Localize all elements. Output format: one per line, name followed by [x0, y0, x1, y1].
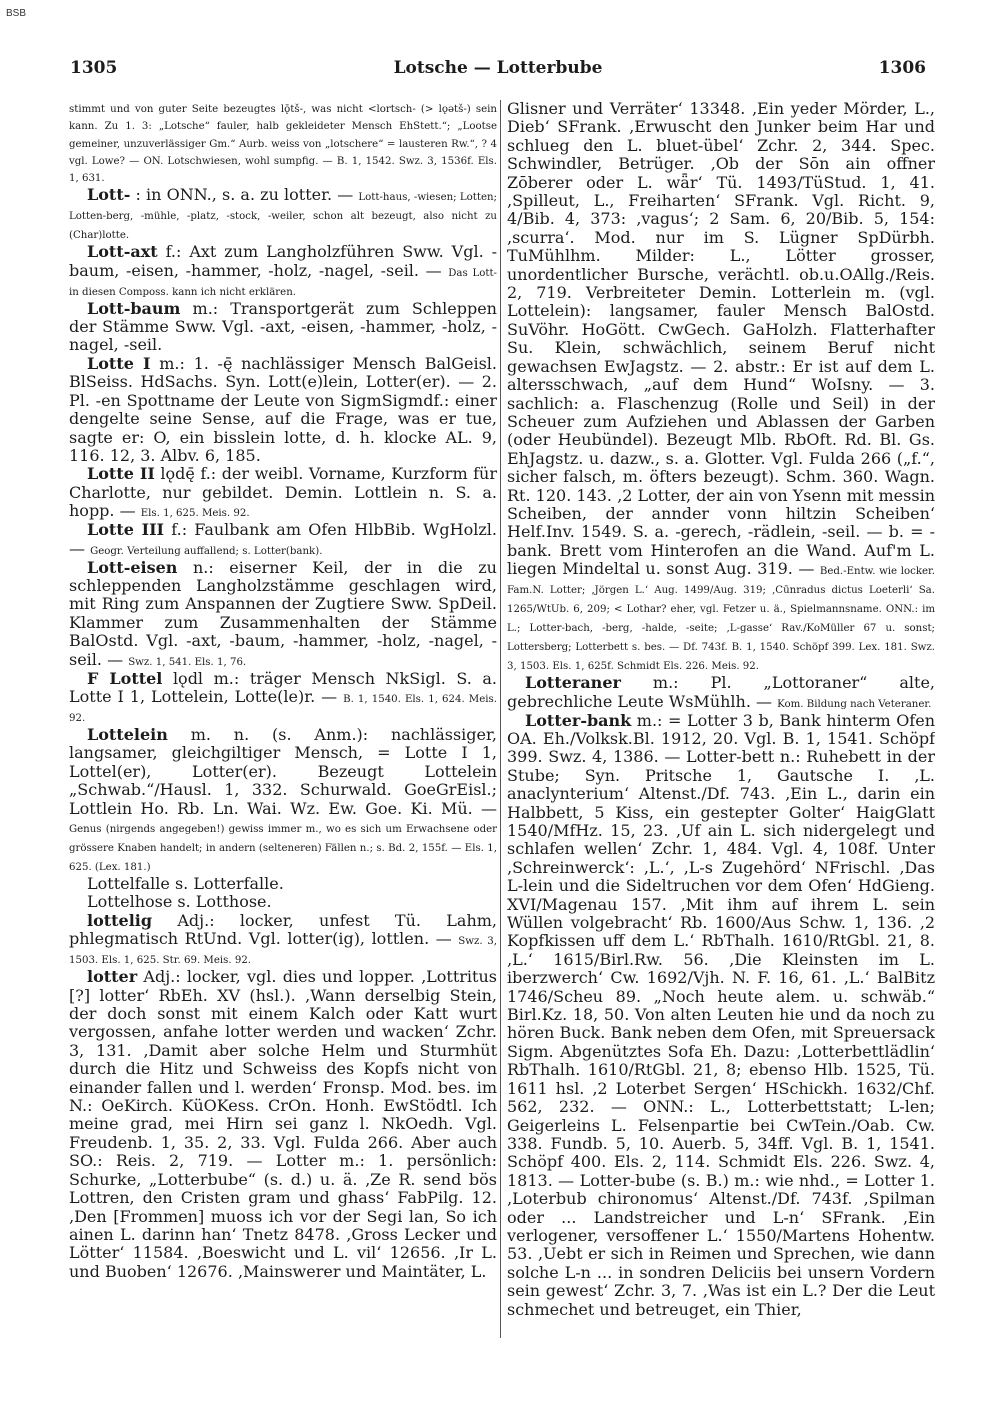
entry-note: Swz. 3, 1503. Els. 1, 625. Str. 69. Meis. 92.	[69, 936, 497, 967]
dictionary-entry	[507, 100, 935, 674]
dictionary-entry	[69, 465, 497, 521]
cross-reference	[69, 893, 497, 911]
entry-text: Lottelfalle s. Lotterfalle.	[87, 874, 284, 893]
entry-note: Els. 1, 625. Meis. 92.	[140, 508, 250, 520]
page-number-left: 1305	[70, 58, 118, 78]
running-headwords: Lotsche — Lotterbube	[393, 58, 603, 78]
entry-note: Geogr. Verteilung auffallend; s. Lotter(bank).	[90, 545, 323, 557]
entry-text: Lottelhose s. Lotthose.	[87, 892, 272, 912]
entry-lemma: Lott-eisen	[87, 557, 178, 577]
dictionary-entry	[69, 243, 497, 299]
entry-lemma: Lotter-bank	[525, 710, 632, 730]
entry-text: f.: Faulbank am Ofen HlbBib. WgHolzl. —	[69, 520, 497, 558]
entry-note: Lott-haus, -wiesen; Lotten; Lotten-berg, -mühle, -platz, -stock, -weiler, schon alt bezeugt, also nicht zu (Char)lotte.	[69, 192, 497, 242]
entry-text: : in ONN., s. a. zu lotter. —	[135, 185, 354, 205]
dictionary-entry	[69, 100, 497, 186]
column-divider	[500, 100, 501, 1338]
dictionary-entry	[69, 968, 497, 1281]
entry-lemma: F Lottel	[87, 668, 163, 688]
entry-text: n.: eiserner Keil, der in die zu schleppenden Langholzstämme geschlagen wird, mit Ring zum Anspannen der Zugtiere Sww. SpDeil. Klammer zum Zusammenhalten der Stämme BalOstd. Vgl. -axt, -baum, -hammer, -holz, -nagel, -seil. —	[69, 557, 497, 669]
entry-lemma: lotter	[87, 967, 138, 987]
entry-text: m.: 1. -ę̄ nachlässiger Mensch BalGeisl. BlSeiss. HdSachs. Syn. Lott(e)lein, Lotter(er). — 2. Pl. -en Spottname der Leute von SigmSigmdf.: einer dengelte seine Sense, auf die Frage, was er tue, sagte er: O, ein bisslein lotte, d. h. klocke AL. 9, 116. 12, 3. Albv. 6, 185.	[69, 353, 497, 465]
entry-text: Adj.: locker, vgl. dies und lopper. ‚Lottritus [?] lotter‘ RbEh. XV (hsl.). ‚Wann derselbig Stein, der doch sonst mit einem Kalch oder Katt wurt vergossen, anfahe lotter werden und wacken‘ Zchr. 3, 131. ‚Damit aber solche Helm und Sturmhüt durch die Hitz und Schweiss des Kopfs nicht von einander fallen und l. werden‘ Fronsp. Mod. bes. im N.: OeKirch. KüOKess. CrOn. Honh. EwStödtl. Ich meine grad, mei Hirn sei ganz l. NkOedh. Vgl. Freudenb. 1, 35. 2, 33. Vgl. Fulda 266. Aber auch SO.: Reis. 2, 719. — Lotter m.: 1. persönlich: Schurke, „Lotterbube“ (s. d.) u. ä. ‚Ze R. send bös Lottren, den Cristen gram und ghass‘ FabPilg. 12. ‚Den [Frommen] muoss ich vor der Segi lan, So ich ainen L. darinn han‘ Tnetz 8478. ‚Gross Lecker und Lötter‘ 11584. ‚Boeswicht und L. vil‘ 12656. ‚Ir L. und Buoben‘ 12676. ‚Mainswerer und Maintäter, L.	[69, 967, 497, 1281]
dictionary-entry	[69, 521, 497, 558]
entry-lemma: Lotte II	[87, 464, 155, 484]
entry-note: B. 1, 1540. Els. 1, 624. Meis. 92.	[69, 693, 497, 724]
entry-text: lǫdl m.: träger Mensch NkSigl. S. a. Lotte I 1, Lottelein, Lotte(le)r. —	[69, 668, 497, 706]
entry-note: Genus (nirgends angegeben!) gewiss immer m., wo es sich um Erwachsene oder grössere Knaben handelt; in andern (selteneren) Fällen n.; s. Bd. 2, 155f. — Els. 1, 625. (Lex. 181.)	[69, 824, 497, 873]
entry-note: Bed.-Entw. wie locker. Fam.N. Lotter; ‚Jörgen L.‘ Aug. 1499/Aug. 319; ‚Cūnradus dictus Loeterli‘ Sa. 1265/WtUb. 6, 209; < Lothar? eher, vgl. Fetzer u. ä., Spielmannsname. ONN.: im L.; Lotter-bach, -berg, -halde, -seite; ‚L-gasse‘ Rav./KoMüller 67 u. sonst; Lottersberg; Lotterbett s. bes. — Df. 743f. B. 1, 1540. Schöpf 399. Lex. 181. Swz. 3, 1503. Els. 1, 625f. Schmidt Els. 226. Meis. 92.	[507, 566, 935, 673]
entry-note: stimmt und von guter Seite bezeugtes lǭtš-, was nicht <lortsch- (> lǫətš-) sein kann. Zu 1. 3: „Lotsche“ fauler, halb gekleideter Mensch EhStett.“; „Lootse gemeiner, unzuverlässiger Gm.“ Aurb. weiss von „lotschere“ = lausteren Rw.“, ? 4 vgl. Lowe? — ON. Lotschwiesen, wohl sumpfig. — B. 1, 1542. Swz. 3, 1536f. Els. 1, 631.	[69, 104, 497, 184]
entry-note: Das Lott- in diesen Composs. kann ich nicht erklären.	[69, 267, 497, 298]
entry-note: Swz. 1, 541. Els. 1, 76.	[128, 656, 247, 668]
entry-text: Glisner und Verräter‘ 13348. ‚Ein yeder Mörder, L., Dieb‘ SFrank. ‚Erwuscht den Junker beim Har und schlueg den L. bluet-übel‘ Zchr. 2, 344. Spec. Schwindler, Betrüger. ‚Ob der Sōn ain offner Zōberer oder L. wǟr‘ Tü. 1493/TüStud. 1, 41. ‚Spilleut, L., Freiharten‘ SFrank. Vgl. Richt. 9, 4/Bib. 4, 373: ‚vagus‘; 2 Sam. 6, 20/Bib. 5, 154: ‚scurra‘. Mod. nur im S. Lügner SpDürbh. TuMühlhm. Milder: L., Lötter grosser, unordentlicher Bursche, verächtl. ob.u.OAllg./Reis. 2, 719. Verbreiteter Demin. Lotterlein m. (vgl. Lottelein): langsamer, fauler Mensch BalOstd. SuVöhr. HoGött. CwGech. GaHolzh. Flatterhafter Su. Klein, schwächlich, seinem Beruf nicht gewachsen EwJagstz. — 2. abstr.: Er ist auf dem L. altersschwach, „auf dem Hund“ WoIsny. — 3. sachlich: a. Flaschenzug (Rolle und Seil) in der Scheuer zum Aufziehen und Ablassen der Garben (oder Heubündel). Bezeugt Mlb. RbOft. Rd. Bl. Gs. EhJagstz. u. dazw., s. a. Glotter. Vgl. Fulda 266 („f.“, sicher falsch, m. öfters bezeugt). Schm. 360. Wagn. Rt. 120. 143. ‚2 Lotter, der ain von Ysenn mit messin Scheiben, der annder vonn hiltzin Scheiben‘ Helf.Inv. 1549. S. a. -gerech, -rädlein, -seil. — b. = -bank. Brett vom Hinterofen an die Wand. Auf'm L. liegen Mindeltal u. sonst Aug. 319. —	[507, 100, 935, 579]
left-column	[69, 100, 497, 1338]
entry-text: m. n. (s. Anm.): nachlässiger, langsamer, gleichgiltiger Mensch, = Lotte I 1, Lottel(er), Lotter(er). Bezeugt Lottelein „Schwab.“/Hausl. 1, 332. Schurwald. GoeGrEisl.; Lottlein Ho. Rb. Ln. Wai. Wz. Ew. Goe. Ki. Mü. —	[69, 724, 497, 818]
entry-text: m.: = Lotter 3 b, Bank hinterm Ofen OA. Eh./Volksk.Bl. 1912, 20. Vgl. B. 1, 1541. Schöpf 399. Swz. 4, 1386. — Lotter-bett n.: Ruhebett in der Stube; Syn. Pritsche 1, Gautsche I. ‚L. anaclynterium‘ Altenst./Df. 743. ‚Ein L., darin ein Halbbett, 5 Kiss, ein gestepter Golter‘ HaigGlatt 1540/MfHz. 15, 23. ‚Uf ain L. sich nidergelegt und schlafen wellen‘ Zchr. 1, 484. Vgl. 4, 108f. Unter ‚Schreinwerck‘: ‚L.‘, ‚L-s Zugehörd‘ NFrischl. ‚Das L-lein und die Sideltruchen vor dem Ofen‘ HdGieng. XVI/Magenau 157. ‚Mit ihm auf ihrem L. sein Wüllen volgebracht‘ Rb. 1600/Aus Schw. 1, 136. ‚2 Kopfkissen uff dem L.‘ RbThalh. 1610/RtGbl. 21, 8. ‚L.‘ 1615/Birl.Rw. 56. ‚Die Kleinsten im L. iberzwerch‘ Cw. 1692/Vjh. N. F. 16, 61. ‚L.‘ BalBitz 1746/Scheu 89. „Noch heute alem. u. schwäb.“ Birl.Kz. 18, 50. Von alten Leuten hie und da noch zu hören Buck. Bank neben dem Ofen, mit Spreuersack Sigm. Abgenütztes Sofa Eh. Dazu: ‚Lotterbettlädlin‘ RbThalh. 1610/RtGbl. 21, 8; ebenso Hlb. 1525, Tü. 1611 hsl. ‚2 Loterbet Sergen‘ HSchickh. 1632/Chf. 562, 232. — ONN.: L., Lotterbettstatt; L-len; Geigerleins L. Felsenpartie bei CwTein./Oab. Cw. 338. Fundb. 5, 10. Auerb. 5, 34ff. Vgl. B. 1, 1541. Schöpf 400. Els. 2, 114. Schmidt Els. 226. Swz. 4, 1813. — Lotter-bube (s. B.) m.: wie nhd., = Lotter 1. ‚Loterbub chironomus‘ Altenst./Df. 743f. ‚Spilman oder ... Landstreicher und L-n‘ SFrank. ‚Ein verlogener, versoffener L.‘ 1550/Martens Hohentw. 53. ‚Uebt er sich in Reimen und Sprechen, wie dann solche L-n ... in sondren Deliciis bei unsern Vordern sein gewest‘ Zchr. 3, 7. ‚Was ist ein L.? Der die Leut schmechet und betreuget, ein Thier,	[507, 710, 935, 1319]
entry-lemma: Lottelein	[87, 724, 168, 744]
right-column	[507, 100, 935, 1338]
entry-lemma: Lotteraner	[525, 673, 621, 693]
dictionary-entry	[69, 300, 497, 355]
entry-text: Adj.: locker, unfest Tü. Lahm, phlegmatisch RtUnd. Vgl. lotter(ig), lottlen. —	[69, 910, 497, 949]
entry-lemma: Lott-	[87, 185, 131, 205]
dictionary-entry	[69, 670, 497, 726]
dictionary-entry	[69, 355, 497, 465]
entry-text: f.: Axt zum Langholzführen Sww. Vgl. -baum, -eisen, -hammer, -holz, -nagel, -seil. —	[69, 242, 497, 280]
entry-lemma: lottelig	[87, 910, 153, 930]
page-number-right: 1306	[878, 58, 926, 78]
cross-reference	[69, 875, 497, 893]
library-stamp: BSB	[6, 8, 27, 19]
dictionary-entry	[507, 712, 935, 1319]
entry-text: m.: Pl. „Lottoraner“ alte, gebrechliche Leute WsMühlh. —	[507, 673, 935, 711]
entry-text: m.: Transportgerät zum Schleppen der Stämme Sww. Vgl. -axt, -eisen, -hammer, -holz, -nagel, -seil.	[69, 298, 497, 355]
entry-lemma: Lotte I	[87, 353, 151, 373]
entry-lemma: Lotte III	[87, 520, 165, 540]
entry-lemma: Lott-axt	[87, 242, 158, 262]
dictionary-entry	[507, 674, 935, 711]
dictionary-entry	[69, 186, 497, 243]
entry-note: Kom. Bildung nach Veteraner.	[777, 698, 932, 710]
running-head	[70, 58, 926, 80]
dictionary-entry	[69, 726, 497, 875]
dictionary-entry	[69, 912, 497, 968]
dictionary-entry	[69, 559, 497, 670]
entry-lemma: Lott-baum	[87, 298, 181, 318]
entry-text: lǫdę̄ f.: der weibl. Vorname, Kurzform für Charlotte, nur gebildet. Demin. Lottlein n. S. a. hopp. —	[69, 464, 497, 521]
